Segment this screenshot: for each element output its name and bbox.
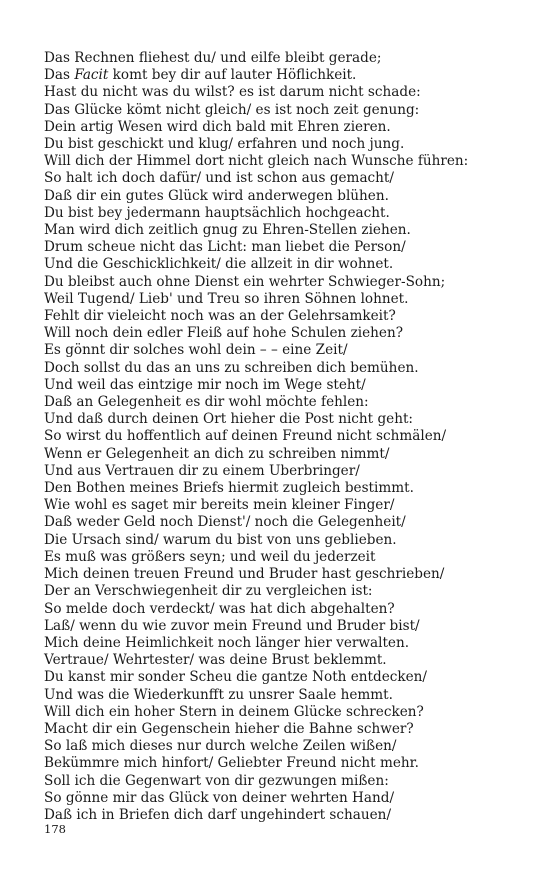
poem-line — [44, 102, 524, 119]
poem-line — [44, 601, 524, 618]
poem-line — [44, 635, 524, 652]
poem-line — [44, 669, 524, 686]
poem-line — [44, 239, 524, 256]
poem-line — [44, 205, 524, 222]
poem-line — [44, 463, 524, 480]
poem-line-text: Mich deine Heimlichkeit noch länger hier verwalten. — [44, 634, 410, 651]
poem-line-text: Fehlt dir vieleicht noch was an der Gelehrsamkeit? — [44, 308, 396, 325]
poem-line-text: Drum scheue nicht das Licht: man liebet die Person/ — [44, 239, 406, 256]
poem-line-text: Vertraue/ Wehrtester/ was deine Brust beklemmt. — [44, 652, 387, 669]
poem-line-text: Weil Tugend/ Lieb' und Treu so ihren Söhnen lohnet. — [44, 290, 409, 307]
poem-line-text: Wenn er Gelegenheit an dich zu schreiben nimmt/ — [44, 445, 390, 462]
poem-line-text: Und weil das eintzige mir noch im Wege steht/ — [44, 376, 366, 393]
poem-line-text: Und daß durch deinen Ort hieher die Post nicht geht: — [44, 411, 414, 428]
poem-line-text: Will noch dein edler Fleiß auf hohe Schulen ziehen? — [44, 325, 403, 342]
poem-line — [44, 807, 524, 824]
poem-line — [44, 119, 524, 136]
poem-line — [44, 274, 524, 291]
poem-line-text: Du bist bey jedermann hauptsächlich hochgeacht. — [44, 204, 390, 221]
poem-line — [44, 618, 524, 635]
poem-line-text: Das Rechnen fliehest du/ und eilfe bleibt gerade; — [44, 50, 382, 66]
poem-line-text: Will dich ein hoher Stern in deinem Glücke schrecken? — [44, 703, 424, 720]
poem-line — [44, 497, 524, 514]
poem-line-text: Es gönnt dir solches wohl dein – – eine Zeit/ — [44, 342, 348, 359]
page-number: 178 — [44, 822, 66, 836]
poem-line-text: Bekümmre mich hinfort/ Geliebter Freund nicht mehr. — [44, 755, 419, 772]
poem-line — [44, 153, 524, 170]
poem-line-text: Das — [44, 67, 75, 84]
poem-line-text: Daß weder Geld noch Dienst'/ noch die Gelegenheit/ — [44, 514, 406, 531]
poem-line-text: Die Ursach sind/ warum du bist von uns geblieben. — [44, 531, 397, 548]
poem-line-text: Der an Verschwiegenheit dir zu vergleichen ist: — [44, 583, 373, 600]
poem-line — [44, 308, 524, 325]
poem-line — [44, 222, 524, 239]
poem-line — [44, 514, 524, 531]
poem-line — [44, 170, 524, 187]
poem-line-text: So halt ich doch dafür/ und ist schon aus gemacht/ — [44, 170, 394, 187]
poem-line-text: Du bleibst auch ohne Dienst ein wehrter Schwieger-Sohn; — [44, 273, 446, 290]
poem-line-text: Das Glücke kömt nicht gleich/ es ist noch zeit genung: — [44, 101, 420, 118]
poem-line — [44, 411, 524, 428]
poem-line — [44, 532, 524, 549]
poem-line — [44, 687, 524, 704]
poem-line — [44, 704, 524, 721]
poem-line — [44, 446, 524, 463]
poem-line-text: Wie wohl es saget mir bereits mein kleiner Finger/ — [44, 497, 395, 514]
poem-line-text: komt bey dir auf lauter Höflichkeit. — [108, 67, 357, 84]
poem-line — [44, 377, 524, 394]
poem-line — [44, 188, 524, 205]
poem-line — [44, 256, 524, 273]
poem-line-text: Daß dir ein gutes Glück wird anderwegen blühen. — [44, 187, 389, 204]
poem-line — [44, 291, 524, 308]
poem-line-text: Soll ich die Gegenwart von dir gezwungen mißen: — [44, 772, 389, 789]
poem-line — [44, 394, 524, 411]
poem-line — [44, 652, 524, 669]
poem-line — [44, 721, 524, 738]
poem-line — [44, 136, 524, 153]
poem-line — [44, 480, 524, 497]
poem-line — [44, 50, 524, 67]
poem-line-text: Und die Geschicklichkeit/ die allzeit in dir wohnet. — [44, 256, 394, 273]
poem-line — [44, 738, 524, 755]
poem-line-text: Laß/ wenn du wie zuvor mein Freund und Bruder bist/ — [44, 617, 420, 634]
poem-line — [44, 790, 524, 807]
poem-line-text: Man wird dich zeitlich gnug zu Ehren-Stellen ziehen. — [44, 222, 411, 239]
poem-line — [44, 428, 524, 445]
poem-line — [44, 566, 524, 583]
poem-line-text: Daß ich in Briefen dich darf ungehindert schauen/ — [44, 806, 392, 823]
poem-text-block — [44, 50, 524, 824]
poem-line-text: Den Bothen meines Briefs hiermit zugleich bestimmt. — [44, 480, 414, 497]
poem-line-text: So melde doch verdeckt/ was hat dich abgehalten? — [44, 600, 395, 617]
poem-line — [44, 755, 524, 772]
poem-line-text: Daß an Gelegenheit es dir wohl möchte fehlen: — [44, 394, 369, 411]
poem-line-text: Du bist geschickt und klug/ erfahren und noch jung. — [44, 136, 405, 153]
poem-line — [44, 583, 524, 600]
poem-line — [44, 773, 524, 790]
poem-line-text: Macht dir ein Gegenschein hieher die Bahne schwer? — [44, 720, 414, 737]
poem-line-text: Will dich der Himmel dort nicht gleich nach Wunsche führen: — [44, 153, 469, 170]
poem-line — [44, 84, 524, 101]
poem-line — [44, 549, 524, 566]
poem-line-text: So wirst du hoffentlich auf deinen Freund nicht schmälen/ — [44, 428, 447, 445]
poem-line-text: So laß mich dieses nur durch welche Zeilen wißen/ — [44, 738, 397, 755]
poem-line-text: Und was die Wiederkunfft zu unsrer Saale hemmt. — [44, 686, 393, 703]
poem-line — [44, 360, 524, 377]
poem-line-text: Doch sollst du das an uns zu schreiben dich bemühen. — [44, 359, 419, 376]
poem-line — [44, 325, 524, 342]
poem-line — [44, 342, 524, 359]
poem-line-text: Mich deinen treuen Freund und Bruder hast geschrieben/ — [44, 566, 445, 583]
poem-line — [44, 67, 524, 84]
poem-line-text: So gönne mir das Glück von deiner wehrten Hand/ — [44, 789, 395, 806]
poem-line-text: Du kanst mir sonder Scheu die gantze Noth entdecken/ — [44, 669, 427, 686]
poem-line-text: Dein artig Wesen wird dich bald mit Ehren zieren. — [44, 118, 391, 135]
poem-line-text: Hast du nicht was du wilst? es ist darum nicht schade: — [44, 84, 421, 101]
poem-line-text: Es muß was größers seyn; und weil du jederzeit — [44, 548, 376, 565]
poem-line-text: Und aus Vertrauen dir zu einem Uberbringer/ — [44, 462, 360, 479]
poem-line-italic-text: Facit — [74, 67, 109, 84]
